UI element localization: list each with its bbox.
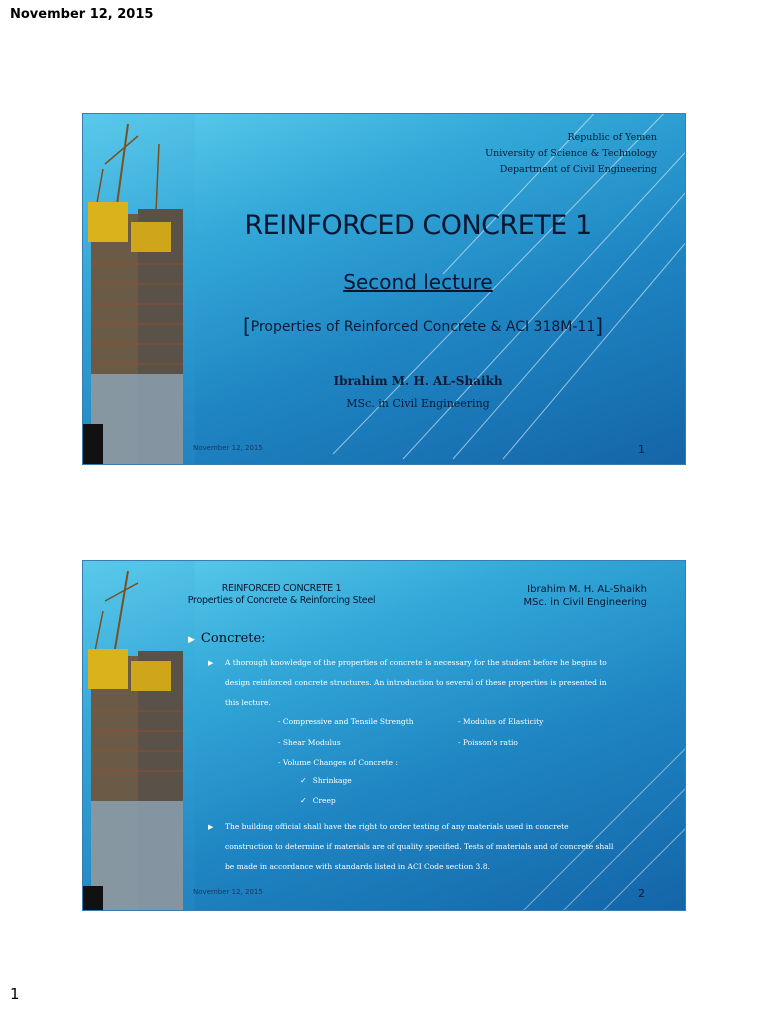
- paragraph-2-line: be made in accordance with standards listed in ACI Code section 3.8.: [225, 862, 490, 871]
- check-item: [300, 771, 352, 791]
- property-modulus: - Modulus of Elasticity: [458, 717, 544, 726]
- author-name: Ibrahim M. H. AL-Shaikh: [333, 374, 503, 388]
- paragraph-1-line: this lecture.: [225, 698, 271, 707]
- check-mark-icon: ✓: [300, 796, 307, 805]
- author-degree: MSc. in Civil Engineering: [346, 397, 490, 410]
- header-author: Ibrahim M. H. AL-Shaikh: [527, 584, 647, 595]
- property-shear: - Shear Modulus: [278, 738, 341, 747]
- check-item: [300, 791, 336, 811]
- paragraph-1-line: A thorough knowledge of the properties of concrete is necessary for the student before he begins to: [225, 658, 607, 667]
- affiliation-department: Department of Civil Engineering: [499, 164, 657, 175]
- slide-topic: [183, 314, 663, 338]
- paragraph-2: [225, 817, 650, 877]
- slide-number: 1: [638, 443, 645, 456]
- skyscraper-image: [83, 561, 195, 910]
- triangle-bullet-icon: ▶: [188, 635, 195, 645]
- slide-footer-date: November 12, 2015: [193, 444, 263, 452]
- paragraph-2-line: The building official shall have the right to order testing of any materials used in concrete: [225, 822, 569, 831]
- affiliation-university: University of Science & Technology: [485, 148, 657, 159]
- header-course-title: REINFORCED CONCRETE 1: [221, 583, 342, 594]
- header-course-subtitle: Properties of Concrete & Reinforcing Steel: [187, 595, 376, 606]
- property-poisson: - Poisson's ratio: [458, 738, 518, 747]
- affiliation-block: [485, 130, 657, 178]
- slide-header-right: [523, 583, 647, 609]
- skyscraper-image: [83, 114, 195, 464]
- check-item-text: Creep: [312, 796, 336, 805]
- page-date: November 12, 2015: [10, 7, 154, 22]
- section-heading-text: Concrete:: [200, 631, 266, 646]
- header-degree: MSc. in Civil Engineering: [523, 597, 647, 608]
- bracket-open: [: [242, 314, 251, 338]
- page-number: 1: [10, 985, 20, 1003]
- slide-footer-date: November 12, 2015: [193, 888, 263, 896]
- bullet-icon: ▶: [208, 659, 214, 667]
- property-compressive: - Compressive and Tensile Strength: [278, 717, 414, 726]
- slide-2: [83, 561, 685, 910]
- check-item-text: Shrinkage: [312, 776, 352, 785]
- check-mark-icon: ✓: [300, 776, 307, 785]
- bracket-close: ]: [595, 314, 604, 338]
- slide-1: [83, 114, 685, 464]
- slide-number: 2: [638, 887, 645, 900]
- slide-subtitle: Second lecture: [343, 270, 493, 294]
- section-heading: [188, 631, 266, 646]
- paragraph-1: [225, 653, 650, 713]
- property-volume: - Volume Changes of Concrete :: [278, 758, 399, 767]
- slide-title: REINFORCED CONCRETE 1: [244, 210, 592, 241]
- slide-header-left: [179, 583, 384, 607]
- bullet-icon: ▶: [208, 823, 214, 831]
- paragraph-2-line: construction to determine if materials are of quality specified. Tests of materials and of concrete shall: [225, 842, 614, 851]
- paragraph-1-line: design reinforced concrete structures. An introduction to several of these properties is presented in: [225, 678, 607, 687]
- affiliation-country: Republic of Yemen: [567, 132, 657, 143]
- topic-text: Properties of Reinforced Concrete & ACI 318M-11: [250, 319, 596, 335]
